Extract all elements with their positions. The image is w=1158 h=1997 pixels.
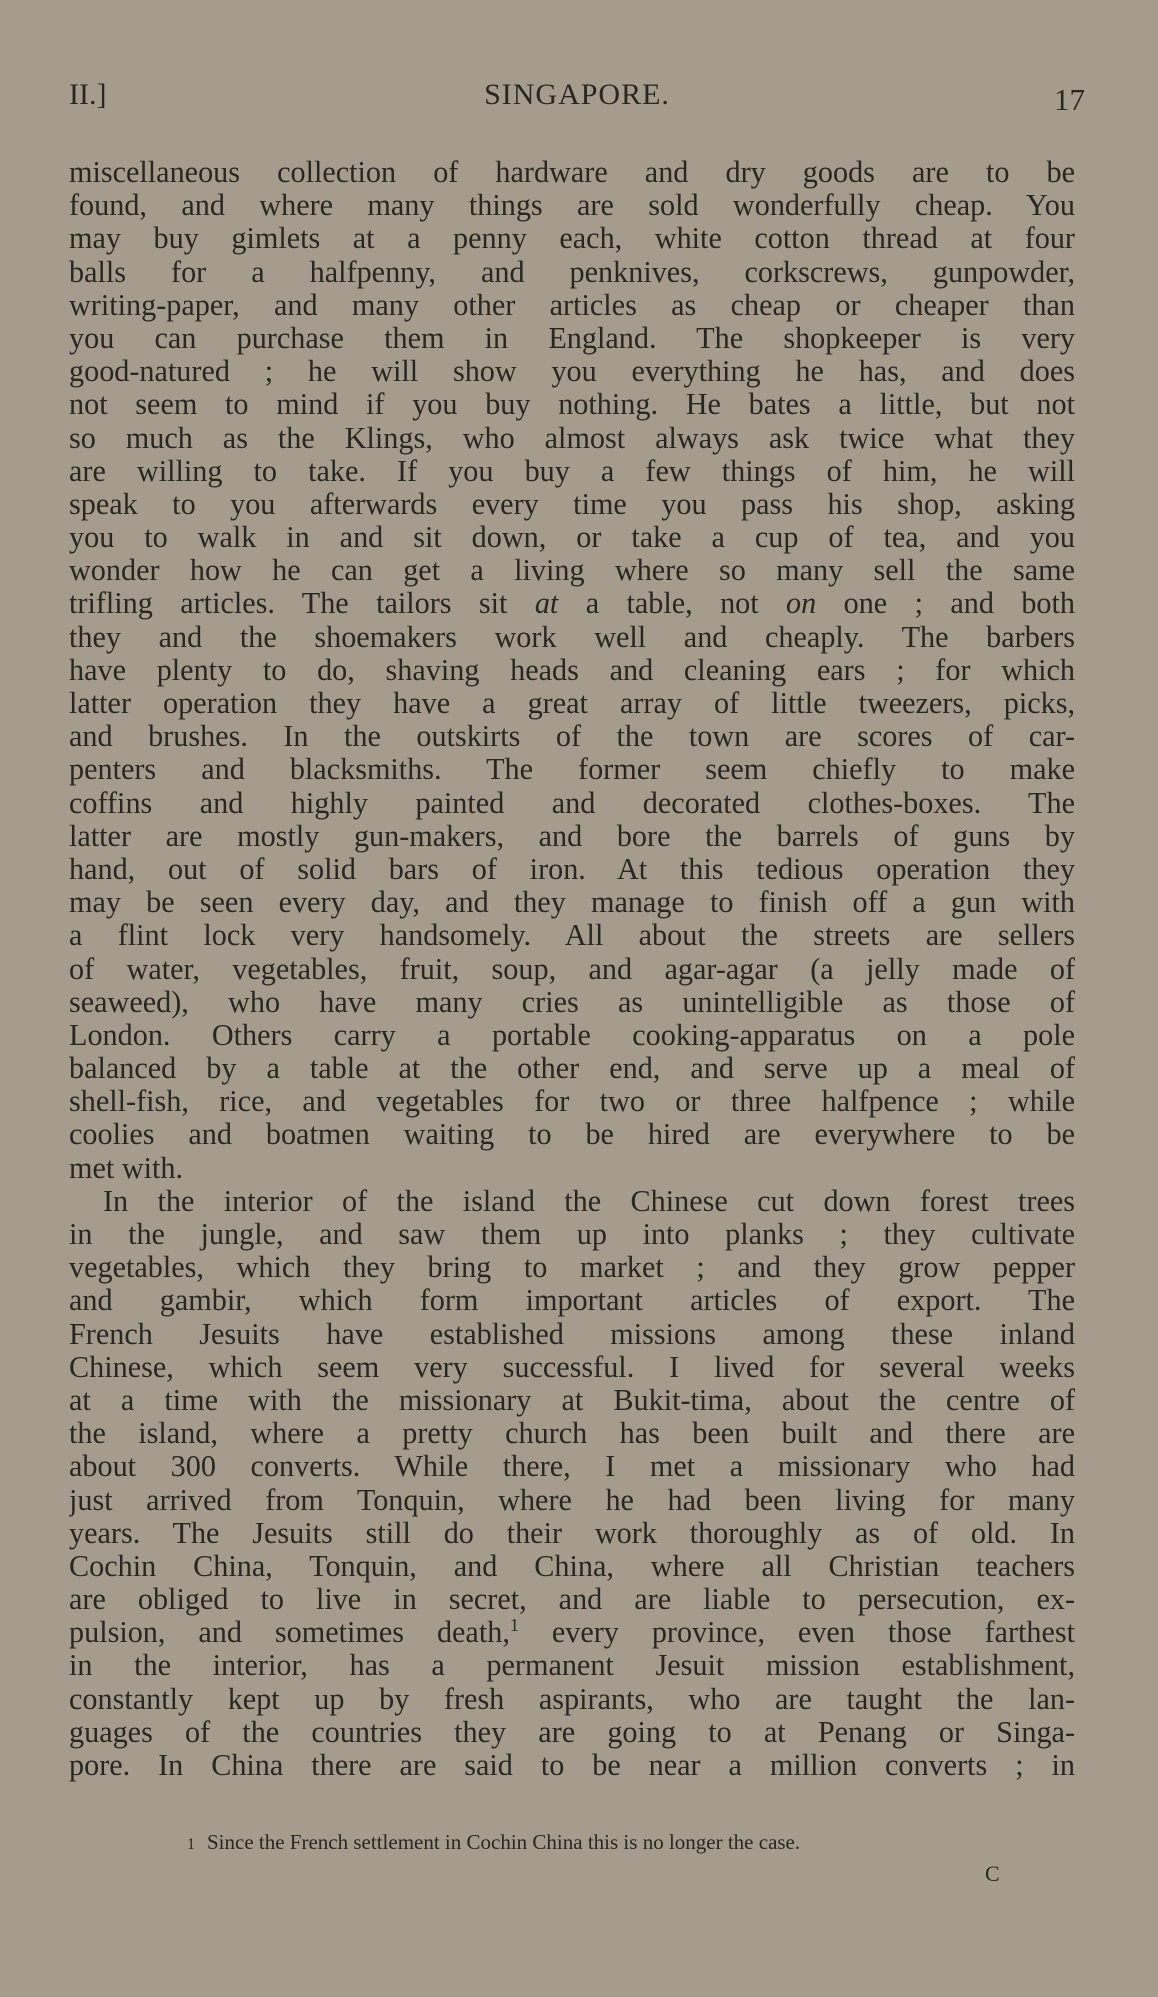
text-line: you can purchase them in England. The shopkeeper is very [69,321,1075,355]
text-line: coffins and highly painted and decorated clothes-boxes. The [69,786,1075,820]
text-line: may be seen every day, and they manage to finish off a gun with [69,886,1075,920]
running-title: SINGAPORE. [484,78,670,111]
text-line: penters and blacksmiths. The former seem chiefly to make [69,753,1075,787]
text-line: a flint lock very handsomely. All about the streets are sellers [69,919,1075,953]
text-line: French Jesuits have established missions among these inland [69,1317,1075,1351]
text-line: of water, vegetables, fruit, soup, and agar-agar (a jelly made of [69,952,1075,986]
text-line: pore. In China there are said to be near a million converts ; in [69,1749,1075,1782]
paragraph-2-part-b [69,1649,1075,1782]
text-line: seaweed), who have many cries as unintelligible as those of [69,985,1075,1019]
text-line: are obliged to live in secret, and are liable to persecution, ex- [69,1583,1075,1617]
footnote-text: Since the French settlement in Cochin China this is no longer the case. [207,1830,801,1854]
text-line: writing-paper, and many other articles as cheap or cheaper than [69,288,1075,322]
text-line: Cochin China, Tonquin, and China, where all Christian teachers [69,1549,1075,1583]
text-line: and brushes. In the outskirts of the town are scores of car- [69,720,1075,754]
text-line: latter operation they have a great array of little tweezers, picks, [69,687,1075,720]
text-line: not seem to mind if you buy nothing. He bates a little, but not [69,388,1075,422]
text-line: so much as the Klings, who almost always ask twice what they [69,421,1075,455]
footnote [187,1830,800,1855]
text-line: hand, out of solid bars of iron. At this tedious operation they [69,852,1075,886]
text-line-footnote-ref: pulsion, and sometimes death,$^1$ every province, even those farthest [69,1616,1075,1650]
text-line: the island, where a pretty church has been built and there are [69,1417,1075,1451]
text-line: years. The Jesuits still do their work thoroughly as of old. In [69,1516,1075,1550]
text-line: and gambir, which form important articles of export. The [69,1284,1075,1318]
text-line: speak to you afterwards every time you pass his shop, asking [69,487,1075,521]
paragraph-1-last-line: met with. [69,1151,184,1185]
text-line: in the interior, has a permanent Jesuit mission establishment, [69,1649,1075,1683]
text-line: coolies and boatmen waiting to be hired are everywhere to be [69,1118,1075,1152]
paragraph-1-part-b [69,621,1075,1152]
text-line: guages of the countries they are going to at Penang or Singa- [69,1715,1075,1749]
text-line: shell-fish, rice, and vegetables for two or three halfpence ; while [69,1085,1075,1119]
text-line: at a time with the missionary at Bukit-tima, about the centre of [69,1383,1075,1417]
chapter-marker: II.] [69,78,107,111]
text-line: constantly kept up by fresh aspirants, who are taught the lan- [69,1682,1075,1716]
text-line: miscellaneous collection of hardware and dry goods are to be [69,156,1075,189]
text-line: are willing to take. If you buy a few things of him, he will [69,454,1075,488]
text-line: good-natured ; he will show you everything he has, and does [69,355,1075,389]
text-line: In the interior of the island the Chinese cut down forest trees [103,1184,1075,1218]
text-line: have plenty to do, shaving heads and cleaning ears ; for which [69,653,1075,687]
page-number: 17 [1054,82,1085,117]
text-line-italic: trifling articles. The tailors sit at a table, not on one ; and both [69,587,1075,621]
text-line: found, and where many things are sold wonderfully cheap. You [69,189,1075,223]
italic-at: at [534,587,559,621]
text-line: just arrived from Tonquin, where he had been living for many [69,1483,1075,1517]
paragraph-1-part-a [69,156,1075,587]
footnote-marker: 1 [187,1836,195,1853]
text-line: vegetables, which they bring to market ; and they grow pepper [69,1251,1075,1285]
footnote-reference: 1 [509,1616,519,1636]
italic-on: on [786,587,817,621]
text-line: they and the shoemakers work well and cheaply. The barbers [69,620,1075,654]
text-line: in the jungle, and saw them up into planks ; they cultivate [69,1218,1075,1251]
text-line: may buy gimlets at a penny each, white cotton thread at four [69,222,1075,256]
text-line: balanced by a table at the other end, and serve up a meal of [69,1052,1075,1086]
running-header [69,78,1085,118]
text-line: wonder how he can get a living where so many sell the same [69,554,1075,588]
text-line: London. Others carry a portable cooking-apparatus on a pole [69,1018,1075,1052]
text-line: Chinese, which seem very successful. I lived for several weeks [69,1350,1075,1384]
body-text [69,156,1075,1782]
text-line: about 300 converts. While there, I met a missionary who had [69,1450,1075,1484]
text-line: balls for a halfpenny, and penknives, corkscrews, gunpowder, [69,255,1075,289]
text-line: you to walk in and sit down, or take a cup of tea, and you [69,521,1075,555]
signature-mark: C [985,1861,1000,1886]
text-line: latter are mostly gun-makers, and bore the barrels of guns by [69,819,1075,853]
paragraph-2-part-a [69,1185,1075,1616]
